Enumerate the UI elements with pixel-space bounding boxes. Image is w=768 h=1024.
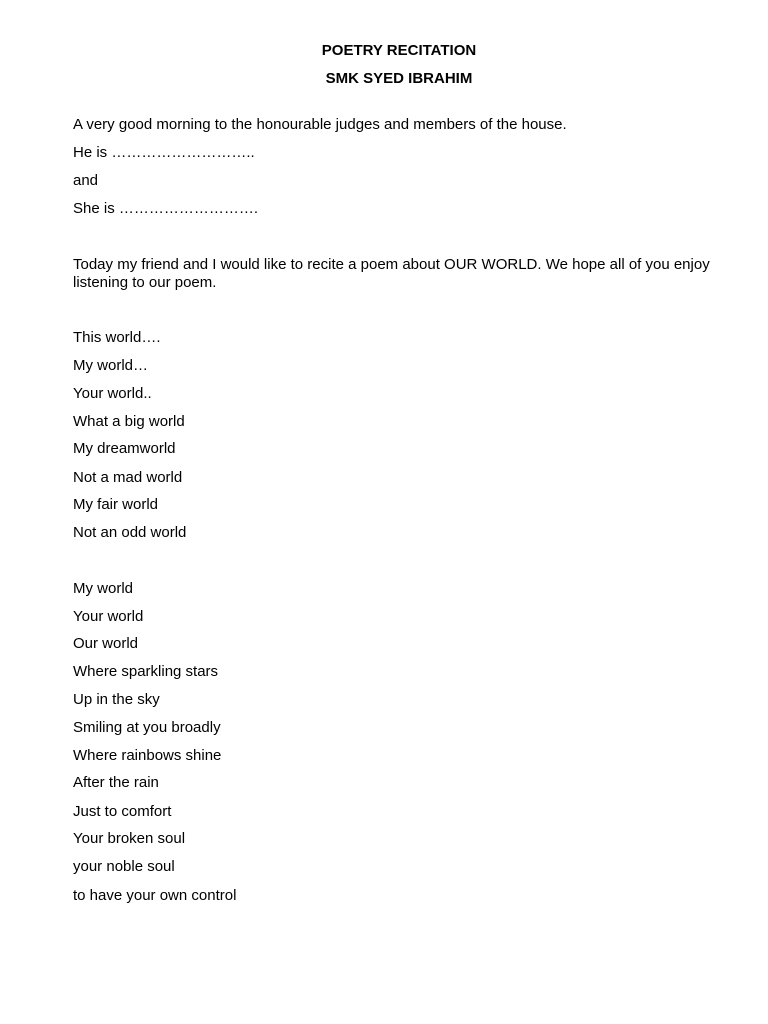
intro-paragraph: Today my friend and I would like to recite a poem about OUR WORLD. We hope all of you enjoy listening to our poem. <box>73 256 710 291</box>
poem-line: My dreamworld <box>73 440 176 457</box>
poem-line: your noble soul <box>73 858 175 875</box>
introduction-she-line: She is ………………………. <box>73 200 259 217</box>
poem-line: Where sparkling stars <box>73 663 219 680</box>
poem-line: Where rainbows shine <box>73 747 222 764</box>
poem-line: Your world.. <box>73 385 152 402</box>
document-subtitle: SMK SYED IBRAHIM <box>325 70 473 87</box>
document-title: POETRY RECITATION <box>321 42 477 59</box>
poem-line: Not an odd world <box>73 524 187 541</box>
introduction-he-line: He is ……………………….. <box>73 144 255 161</box>
poem-line: Smiling at you broadly <box>73 719 221 736</box>
poem-line: My fair world <box>73 496 159 513</box>
poem-line: Your world <box>73 608 144 625</box>
poem-line: Our world <box>73 635 139 652</box>
greeting-line: A very good morning to the honourable judges and members of the house. <box>73 116 567 133</box>
poem-line: Just to comfort <box>73 803 172 820</box>
poem-line: After the rain <box>73 774 159 791</box>
poem-line: What a big world <box>73 413 185 430</box>
poem-line: Your broken soul <box>73 830 186 847</box>
poem-line: This world…. <box>73 329 161 346</box>
poem-line: Not a mad world <box>73 469 183 486</box>
poem-line: My world… <box>73 357 149 374</box>
poem-line: to have your own control <box>73 887 237 904</box>
poem-line: Up in the sky <box>73 691 160 708</box>
introduction-and-line: and <box>73 172 99 189</box>
poem-line: My world <box>73 580 134 597</box>
